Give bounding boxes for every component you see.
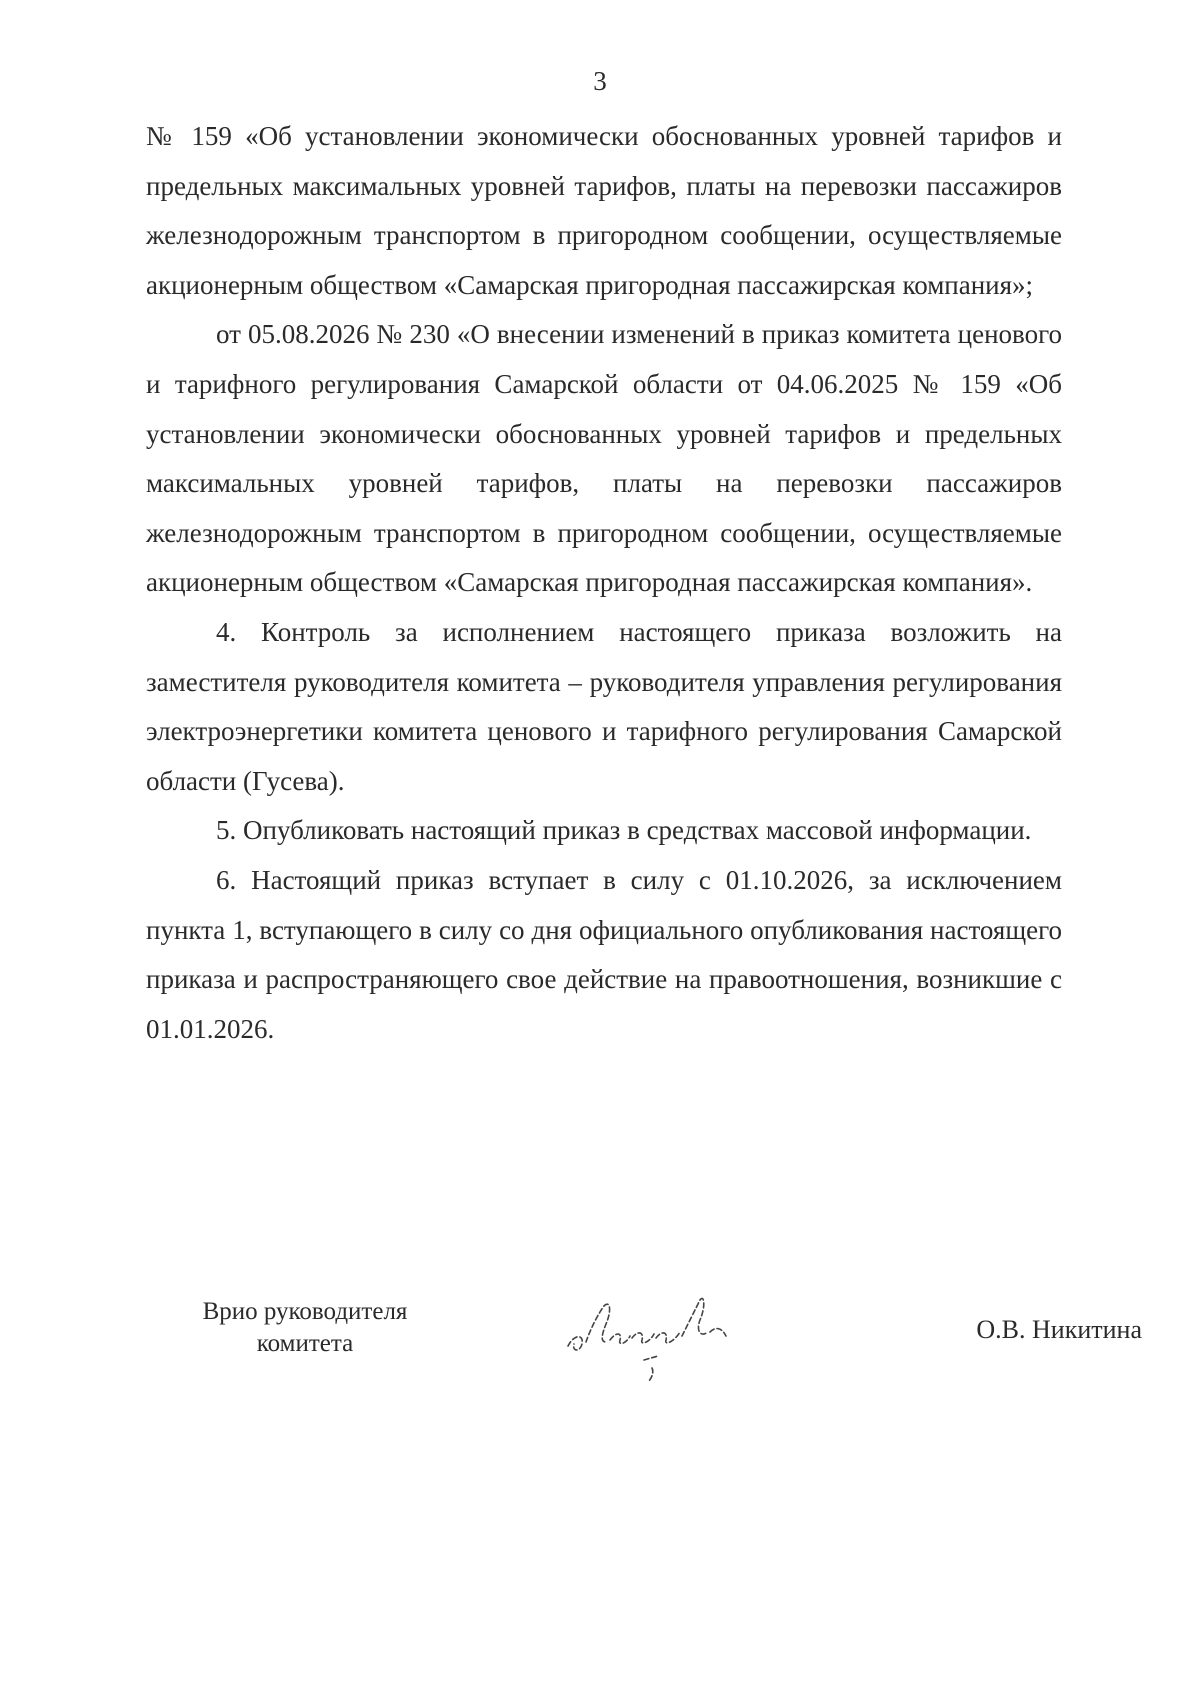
paragraph-item-4: 4. Контроль за исполнением настоящего приказа возложить на заместителя руководителя комитета – руководителя управления регулирования электроэнергетики комитета ценового и тарифного регулирования Самарской области (Гусева).	[146, 616, 1062, 796]
signatory-position	[175, 1296, 435, 1360]
paragraph-item-5: 5. Опубликовать настоящий приказ в средствах массовой информации.	[216, 815, 1032, 846]
paragraph-amendment-order: от 05.08.2026 № 230 «О внесении изменений в приказ комитета ценового и тарифного регулирования Самарской области от 04.06.2025 № 159 «Об установлении экономически обоснованных уровней тарифов и предельных максимальных уровней тарифов, платы на перевозки пассажиров железнодорожным транспортом в пригородном сообщении, осуществляемые акционерным обществом «Самарская пригородная пассажирская компания».	[146, 319, 1062, 598]
page-number: 3	[593, 66, 607, 96]
paragraph-continuation: № 159 «Об установлении экономически обоснованных уровней тарифов и предельных максимальных уровней тарифов, платы на перевозки пассажиров железнодорожным транспортом в пригородном сообщении, осуществляемые акционерным обществом «Самарская пригородная пассажирская компания»;	[146, 121, 1062, 300]
paragraph-item-6: 6. Настоящий приказ вступает в силу с 01.10.2026, за исключением пункта 1, вступающего в силу со дня официального опубликования настоящего приказа и распространяющего свое действие на правоотношения, возникшие с 01.01.2026.	[146, 864, 1062, 1044]
handwritten-signature-icon	[560, 1284, 760, 1384]
signatory-position-line1: Врио руководителя	[202, 1298, 408, 1325]
signatory-name: О.В. Никитина	[976, 1315, 1142, 1344]
signatory-position-line2: комитета	[256, 1330, 354, 1357]
document-body	[146, 112, 1062, 1054]
